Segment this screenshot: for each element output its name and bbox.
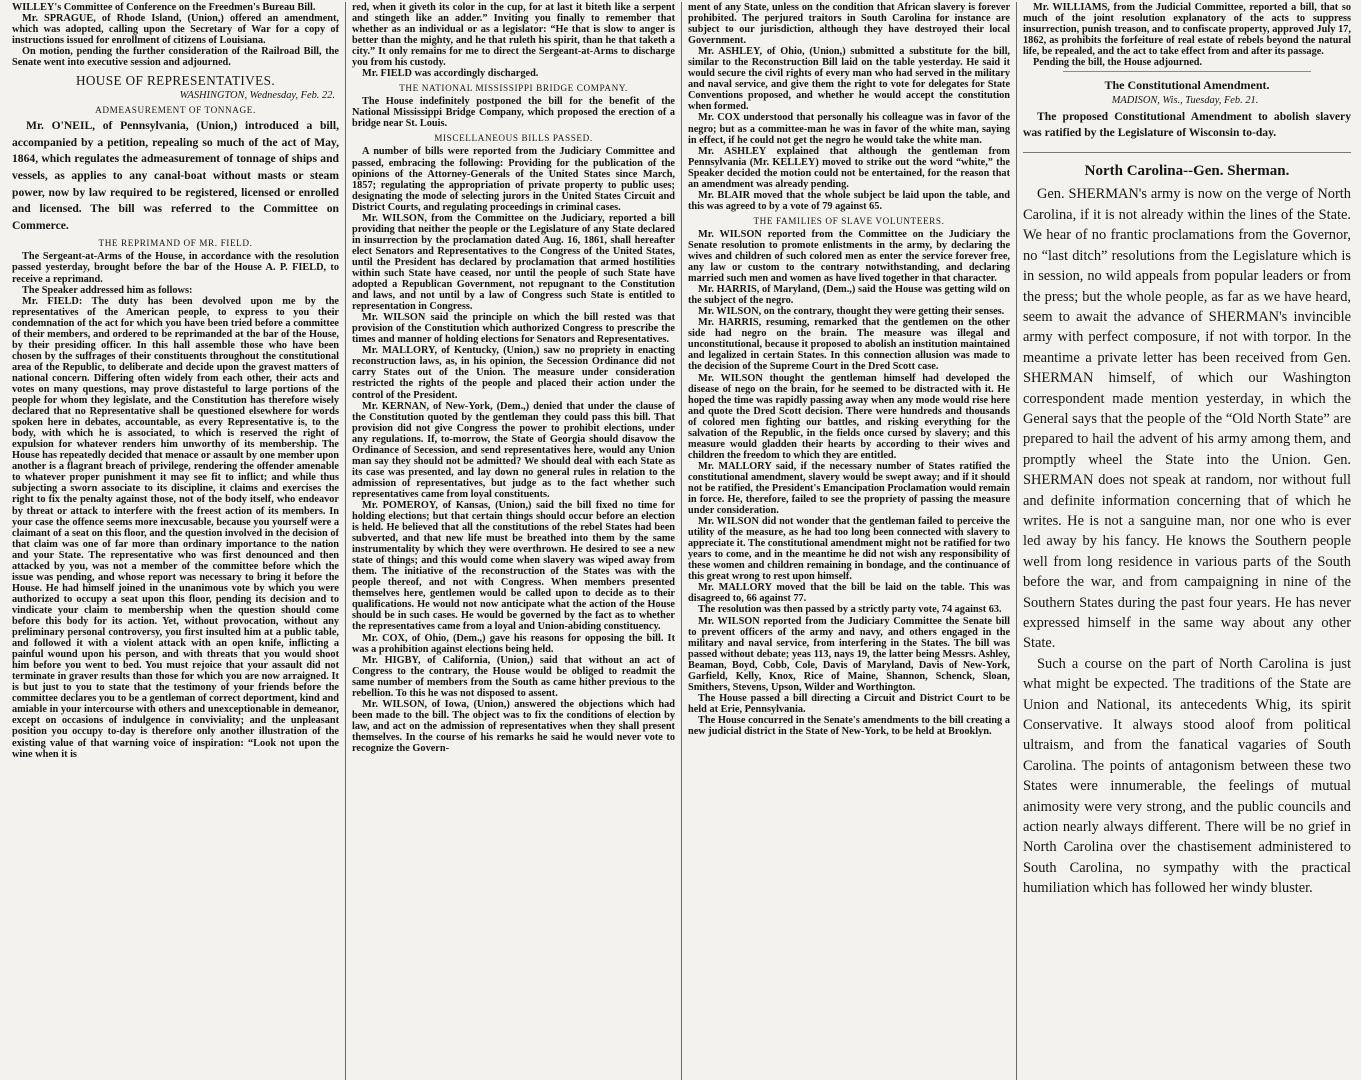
paragraph: The House passed a bill directing a Circuit and District Court to be held at Erie, Pennsylvania. — [688, 692, 1011, 715]
paragraph: Mr. WILSON reported from the Judiciary Committee the Senate bill to prevent officers of the army and navy, and others engaged in the military and naval service, from interfering in the States. The bill was passed without debate; yeas 113, nays 19, the latter being Messrs. Ashley, Beaman, Boyd, Cobb, Cole, Davis of Maryland, Davis of New-York, Garfield, Kelly, Knox, Rice of Maine, Shannon, Schenck, Sloan, Smithers, Stevens, Upson, Wilder and Worthington. — [688, 615, 1011, 693]
paragraph: Pending the bill, the House adjourned. — [1033, 57, 1203, 69]
reconstruction-continued — [688, 2, 1010, 212]
paragraph: The Speaker addressed him as follows: — [22, 284, 193, 296]
paragraph: Gen. SHERMAN's army is now on the verge of North Carolina, if it is not already within the lines of the State. We hear of no frantic proclamations from the Governor, no “last ditch” resolutions from the Legislature which is in session, no wild appeals from popular leaders or from the press; but the whole people, as far as we have heard, seem to await the advance of SHERMAN's invincible army with perfect composure, if not with torpor. In the meantime a private letter has been received from Gen. SHERMAN himself, of which our Washington correspondent made mention yesterday, in which the General says that the people of the “Old North State” are prepared to hail the advent of his army among them, and promptly wheel the State into the Union. Gen. SHERMAN does not speak at random, nor without full and definite information concerning that of which he writes. He is not a sanguine man, nor one who is ever led away by his fancy. He knows the Southern people well from long residence in various parts of the South before the war, and from campaigning in nine of the Southern States during the past four years. He has never expressed himself in the same way about any other State. — [1023, 186, 1351, 652]
paragraph: Mr. ASHLEY explained that although the gentleman from Pennsylvania (Mr. KELLEY) moved to strike out the word “white,” the Speaker decided the motion could not be entertained, for the reason that an amendment was already pending. — [688, 145, 1011, 190]
paragraph: The House concurred in the Senate's amendments to the bill creating a new judicial district in the State of New-York, to be held at Brooklyn. — [688, 714, 1011, 737]
paragraph: Mr. HARRIS, of Maryland, (Dem.,) said the House was getting wild on the subject of the negro. — [688, 284, 1011, 307]
paragraph: red, when it giveth its color in the cup, for at last it biteth like a serpent and stingeth like an adder.” Inviting you finally to remember that whether as an individual or as a legislator: “He that is slow to anger is better than the mighty, and he that ruleth his spirit, than he that taketh a city.” It only remains for me to direct the Sergeant-at-Arms to discharge you from his custody. — [352, 2, 675, 69]
paragraph: Mr. WILSON, on the contrary, thought they were getting their senses. — [698, 306, 1005, 318]
paragraph: Mr. HIGBY, of California, (Union,) said that without an act of Congress to the contrary, the House would be obliged to readmit the same number of members from the South as came hither previous to the rebellion. To this he was not disposed to assent. — [352, 654, 675, 699]
paragraph: The resolution was then passed by a strictly party vote, 74 against 63. — [698, 604, 1002, 616]
column-4 — [1016, 2, 1357, 1080]
paragraph: Mr. POMEROY, of Kansas, (Union,) said the bill fixed no time for holding elections; but that certain things should occur before an election is held. He believed that all the constitutions of the rebel States had been subverted, and that new life must be breathed into them by the same instrumentality by which they were overthrown. He desired to see a new state of things; and this would come when slavery was wiped away from them. The initiative of the reconstruction of the States was with the people thereof, and not with Congress. When members presented themselves here, gentlemen would be called upon to decide as to their qualifications. He would not now anticipate what the action of the House should be in such cases. He would be governed by the fact as to whether the representatives came from a loyal and Union-abiding constituency. — [352, 499, 675, 633]
dateline: WASHINGTON, Wednesday, Feb. 22. — [179, 90, 335, 102]
bridge-article — [352, 96, 675, 129]
paragraph: Mr. WILLIAMS, from the Judicial Committee, reported a bill, that so much of the joint resolution explanatory of the acts to suppress insurrection, punish treason, and to confiscate property, approved July 17, 1862, as prohibits the forfeiture of real estate of rebels beyond the natural life, be repealed, and the act to take effect from and after its passage. — [1023, 2, 1351, 58]
divider — [1063, 71, 1311, 72]
paragraph: Mr. WILSON, of Iowa, (Union,) answered the objections which had been made to the bill. The object was to fix the conditions of election by law, and act on the admission of representatives when they shall present themselves. In the course of his remarks he said he would never vote to recognize the Govern- — [352, 698, 675, 754]
paragraph: Such a course on the part of North Carolina is just what might be expected. The traditions of the State are Union and National, its antecedents Whig, its spirit Conservative. It always stood aloof from political ultraism, and from the fanatical vagaries of South Carolina. The points of antagonism between these two States were innumerable, the feelings of mutual animosity were very strong, and the public councils and action nearly always different. There will be no grief in North Carolina over the chastisement administered to South Carolina, no sympathy with the practical humiliation which has followed her windy bluster. — [1023, 655, 1351, 897]
section-heading-misc: MISCELLANEOUS BILLS PASSED. — [434, 133, 593, 144]
section-heading-tonnage: ADMEASUREMENT OF TONNAGE. — [95, 105, 256, 116]
paragraph: The Sergeant-at-Arms of the House, in accordance with the resolution passed yesterday, brought before the bar of the House A. P. FIELD, to receive a reprimand. — [12, 251, 339, 285]
section-heading-families: THE FAMILIES OF SLAVE VOLUNTEERS. — [753, 215, 945, 226]
paragraph: Mr. FIELD: The duty has been devolved upon me by the representatives of the American people, to express to you their condemnation of the act for which you have been tried before a committee of their members, and ordered to be reprimanded at the bar of the House, by their presiding officer. In this hall assemble those who have been chosen by the suffrages of their constituents throughout the constitutional area of the Republic, to deliberate and decide upon the gravest matters of national concern. Differing often widely from each other, their acts and votes on many questions, may prove distasteful to large portions of the people for whom they legislate, and the Constitution has therefore wisely declared that no Representative shall be questioned elsewhere for words spoken here in debates, accountable, as every Representative is, to the body, with which he is associated, to which is reserved the right of expulsion for whatever renders him unworthy of its membership. The House has repeatedly decided that menace or assault by one member upon another is a flagrant breach of privilege, rendering the offender amenable to whatever proper punishment it may see fit to inflict; and while thus subjecting a sworn associate to its discipline, it claims and exercises the right to fix the penalty against those, not of the body itself, who endeavor by threat or attack to interfere with the freest action of its members. In your case the offence seems more inexcusable, because you yourself were a claimant of a seat on this floor, and the question involved in the decision of that claim was one of far more than ordinary importance to the nation and your State. The representative who was first denounced and then attacked by you, was not a member of the committee before which the issue was pending, and whose report was necessary to bring it before the House. He had himself joined in the unanimous vote by which you were authorized to occupy a seat upon this floor, pending its decision and to vindicate your claim to membership when the question should come before this body for its action. Yet, without provocation, without any preliminary personal controversy, you first insulted him at a public table, and followed it with a violent attack with an open knife, inflicting a painful wound upon his person, and with threats that you would shoot him before you went to bed. You must rejoice that your assault did not terminate in graver results than those for which you are now arraigned. It is but just to you to state that the testimony of your friends before the committee declares you to be a gentleman of correct deportment, kind and amiable in your intercourse with others and unexceptionable in demeanor, except on occasions of indulgence in conviviality; and the unpleasant position you occupy to-day is therefore only another illustration of the existing value of that warning voice of inspiration: “Look not upon the wine when it is — [12, 295, 339, 760]
paragraph: Mr. COX understood that personally his colleague was in favor of the negro; but as a committee-man he was in favor of the white man, saying in effect, if he could not get the negro he would take the white man. — [688, 112, 1011, 146]
paragraph: The proposed Constitutional Amendment to abolish slavery was ratified by the Legislature of Wisconsin to-day. — [1023, 110, 1351, 139]
paragraph: Mr. ASHLEY, of Ohio, (Union,) submitted a substitute for the bill, similar to the Reconstruction Bill laid on the table yesterday. He said it would secure the civil rights of every man who had served in the military and naval service, and give them the right to vote for delegates for State Conventions proposed, and whether he would accept the constitution when formed. — [688, 46, 1011, 113]
families-article — [688, 229, 1010, 737]
paragraph: Mr. MALLORY, of Kentucky, (Union,) saw no propriety in enacting reconstruction laws, as, in his opinion, the Secession Ordinance did not carry States out of the Union. The measure under consideration restricted the rights of the people and placed their action under the control of the President. — [352, 345, 675, 401]
senate-proceedings — [12, 2, 339, 68]
paragraph: A number of bills were reported from the Judiciary Committee and passed, embracing the following: Providing for the publication of the opinions of the Attorney-Generals of the United States since March, 1857; regulating the appropriation of private property to public uses; designating the mode of selecting jurors in the United States Circuit and District Courts, and regulating proceedings in criminal cases. — [352, 146, 675, 213]
paragraph: Mr. KERNAN, of New-York, (Dem.,) denied that under the clause of the Constitution quoted by the gentleman they could pass this bill. That provision did not give Congress the power to prohibit elections, under any regulations. If, to-morrow, the State of Georgia should disavow the Ordinance of Secession, and send representatives here, would any Union man say they should not be admitted? We should deal with each State as its case was presented, and lay down no general rules in relation to the admission of representatives, but judge as to the fact whether such representatives came from loyal constituents. — [352, 400, 675, 500]
paragraph: Mr. WILSON did not wonder that the gentleman failed to perceive the utility of the measure, as he had too long been connected with slavery to appreciate it. The constitutional amendment might not be ratified for two years to come, and in the meantime he did not wish any responsibility of these women and children remaining in bondage, and the continuance of this great wrong to rest upon himself. — [688, 516, 1011, 583]
column-2 — [345, 2, 681, 1080]
paragraph: ment of any State, unless on the condition that African slavery is forever prohibited. The perjured traitors in South Carolina for instance are subject to our jurisdiction, although they have destroyed their local Government. — [688, 2, 1011, 47]
section-heading-reprimand: THE REPRIMAND OF MR. FIELD. — [98, 238, 253, 249]
paragraph: Mr. WILSON said the principle on which the bill rested was that provision of the Constitution which authorized Congress to prescribe the times and manner of holding elections for Senators and Representatives. — [352, 312, 675, 346]
paragraph: Mr. WILSON, from the Committee on the Judiciary, reported a bill providing that neither the people or the Legislature of any State declared in insurrection by the proclamation dated Aug. 16, 1861, shall hereafter elect Senators and Representatives to the Congress of the United States, until the President has declared by proclamation that armed hostilities within such State have ceased, nor until the people of such State have adopted a Republican Government, not repugnant to the Constitution and laws, and not until by a law of Congress such State is entitled to representation in Congress. — [352, 212, 675, 313]
section-heading-bridge: THE NATIONAL MISSISSIPPI BRIDGE COMPANY. — [399, 83, 628, 94]
paragraph: Mr. MALLORY said, if the necessary number of States ratified the constitutional amendment, slavery would be swept away; and if it should not be ratified, the President's Emancipation Proclamation would remain in force. He, therefore, failed to see the propriety of passing the measure under consideration. — [688, 460, 1011, 517]
paragraph: Mr. O'NEIL, of Pennsylvania, (Union,) introduced a bill, accompanied by a petition, repealing so much of the act of May, 1864, which regulates the admeasurement of tonnage of ships and vessels, as applies to any canal-boat without masts or steam power, now by law required to be registered, licensed or enrolled and licensed. The bill was referred to the Committee on Commerce. — [12, 119, 339, 232]
house-adjournment — [1023, 2, 1351, 68]
reprimand-article — [12, 251, 339, 759]
paragraph: Mr. BLAIR moved that the whole subject be laid upon the table, and this was agreed to by a vote of 79 against 65. — [688, 189, 1011, 212]
tonnage-article — [12, 118, 339, 234]
reprimand-continued — [352, 2, 675, 79]
paragraph: WILLEY's Committee of Conference on the Freedmen's Bureau Bill. — [12, 2, 316, 13]
amendment-heading: The Constitutional Amendment. — [1104, 78, 1270, 93]
misc-bills-article — [352, 146, 675, 754]
north-carolina-article — [1023, 184, 1351, 898]
paragraph: Mr. FIELD was accordingly discharged. — [362, 68, 539, 80]
column-1 — [6, 2, 345, 1080]
paragraph: Mr. MALLORY moved that the bill be laid on the table. This was disagreed to, 66 against 77. — [688, 582, 1011, 605]
paragraph: Mr. COX, of Ohio, (Dem.,) gave his reasons for opposing the bill. It was a prohibition against elections being held. — [352, 632, 675, 655]
paragraph: The House indefinitely postponed the bill for the benefit of the National Mississippi Bridge Company, which proposed the erection of a bridge near St. Louis. — [352, 96, 675, 130]
paragraph: Mr. SPRAGUE, of Rhode Island, (Union,) offered an amendment, which was adopted, calling upon the Secretary of War for a copy of instructions issued for enrollment of citizens of Louisiana. — [12, 13, 339, 47]
amendment-dateline: MADISON, Wis., Tuesday, Feb. 21. — [1111, 95, 1259, 107]
paragraph: Mr. WILSON reported from the Committee on the Judiciary the Senate resolution to promote enlistments in the army, by declaring the wives and children of such colored men as enter the service forever free, any law or custom to the contrary notwithstanding, and declaring married such men and women as have lived together in that character. — [688, 228, 1011, 285]
house-heading: HOUSE OF REPRESENTATIVES. — [75, 73, 276, 89]
amendment-article — [1023, 109, 1351, 140]
paragraph: Mr. HARRIS, resuming, remarked that the gentlemen on the other side had negro on the brain. The measure was illegal and unconstitutional, because it proposed to abolish an institution maintained and legalized in certain States. In this connection allusion was made to the decision of the Supreme Court in the Dred Scott case. — [688, 317, 1011, 373]
paragraph: On motion, pending the further consideration of the Railroad Bill, the Senate went into executive session and adjourned. — [12, 46, 339, 69]
north-carolina-heading: North Carolina--Gen. Sherman. — [1023, 152, 1351, 180]
column-3 — [681, 2, 1016, 1080]
paragraph: Mr. WILSON thought the gentleman himself had developed the disease of nego on the brain, for he seemed to be distracted with it. He hoped the time was rapidly passing away when any mode would rise here and quote the Dred Scott decision. There were hundreds and thousands of colored men fighting our battles, and risking everything for the salvation of the Republic, in the fields once cursed by slavery; and this measure would gladden their hearts by according to their wives and children the freedom to which they are entitled. — [688, 372, 1011, 461]
